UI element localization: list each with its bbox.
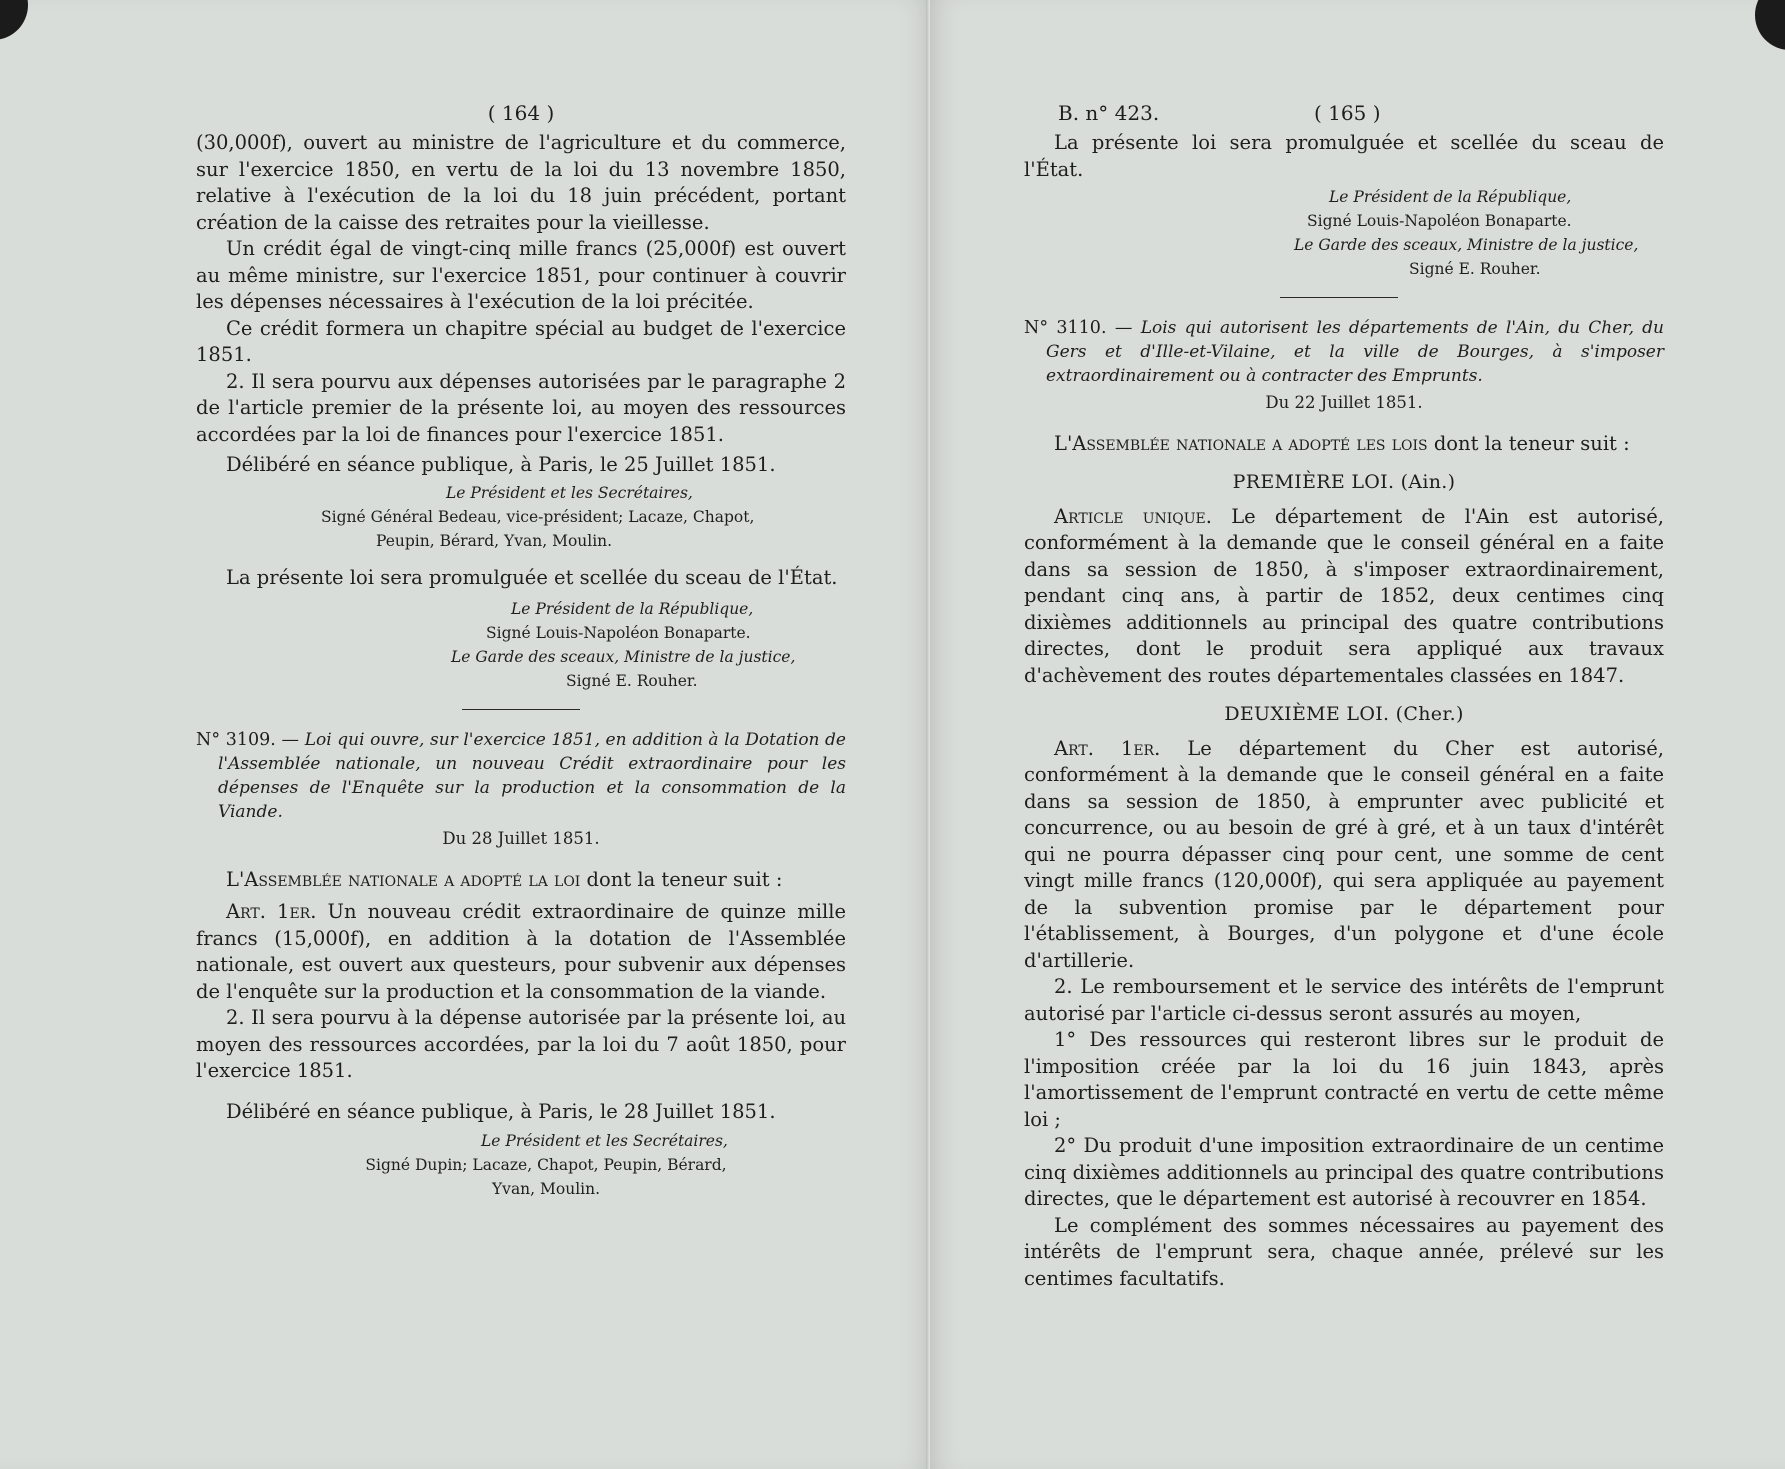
law-date: Du 22 Juillet 1851. [1265,393,1423,412]
signature-title: Le Président de la République, [511,600,754,618]
signature-block [321,505,761,553]
section-heading: PREMIÈRE LOI. (Ain.) [1232,471,1456,493]
right-page-header [1024,100,1664,130]
assembly-caps: L'Assemblée nationale a adopté les lois [1054,431,1428,455]
law-number: N° 3110. — [1024,318,1133,338]
deliberation: Délibéré en séance publique, à Paris, le 25 Juillet 1851. [226,453,776,476]
law-title: Loi qui ouvre, sur l'exercice 1851, en addition à la Dotation de l'Assemblée nationale, un nouveau Crédit extraordinaire pour les dépenses de l'Enquête sur la production et la consommation de la Viande. [218,730,846,822]
law-intro [1024,316,1664,388]
signature-title: Le Garde des sceaux, Ministre de la justice, [451,648,796,666]
paragraph: Ce crédit formera un chapitre spécial au budget de l'exercice 1851. [196,316,846,366]
signature-block [1307,209,1664,233]
assembly-rest: dont la teneur suit : [1433,431,1630,455]
signature-name: Signé Louis-Napoléon Bonaparte. [1307,212,1572,230]
section-divider [1280,297,1398,298]
signature-block [451,645,846,669]
right-page [930,0,1785,1469]
article-text: Le département du Cher est autorisé, conformément à la demande que le conseil général en a faite dans sa session de 1850, à emprunter avec publicité et concurrence, ou au besoin de gré à gré, et à un taux d'intérêt qui ne pourra dépasser cinq pour cent, une somme de cent vingt mille francs (120,000f), qui sera appliquée au payement de la subvention promise par le département pour l'établissement, à Bourges, d'un polygone et d'une école d'artillerie. [1024,736,1665,972]
article [1024,736,1664,975]
section-heading: DEUXIÈME LOI. (Cher.) [1224,703,1464,725]
signature-block [1329,185,1664,209]
article: 2. Le remboursement et le service des intérêts de l'emprunt autorisé par l'article ci-dessus seront assurés au moyen, [1024,975,1664,1025]
signature-block [1294,233,1664,257]
law-intro [196,728,846,824]
signature-title: Le Président et les Secrétaires, [481,1132,728,1150]
list-item: 1° Des ressources qui resteront libres sur le produit de l'imposition créée par la loi du 16 juin 1843, après l'amortissement de l'emprunt contracté en vertu de cette même loi ; [1024,1028,1664,1131]
promulgation: La présente loi sera promulguée et scellée du sceau de l'État. [226,565,838,589]
assembly-statement [196,867,846,894]
signature-title: Le Président et les Secrétaires, [446,483,693,502]
assembly-rest: dont la teneur suit : [586,867,783,891]
list-item: 2° Du produit d'une imposition extraordinaire de un centime cinq dixièmes additionnels au principal des quatre contributions directes, que le département est autorisé à recouvrer en 1854. [1024,1134,1664,1210]
paragraph: Le complément des sommes nécessaires au payement des intérêts de l'emprunt sera, chaque année, prélevé sur les centimes facultatifs. [1024,1213,1664,1290]
promulgation: La présente loi sera promulguée et scellée du sceau de l'État. [1024,131,1664,181]
signature-name: Signé E. Rouher. [566,672,698,690]
right-text-column [1024,100,1664,1292]
signature-title: Le Président de la République, [1329,188,1572,206]
signature-names: Signé Général Bedeau, vice-président; Lacaze, Chapot, Peupin, Bérard, Yvan, Moulin. [321,507,755,550]
continuation-paragraph: (30,000f), ouvert au ministre de l'agriculture et du commerce, sur l'exercice 1850, en vertu de la loi du 13 novembre 1850, relative à l'exécution de la loi du 18 juin précédent, portant création de la caisse des retraites pour la vieillesse. [196,131,846,234]
paragraph: Un crédit égal de vingt-cinq mille francs (25,000f) est ouvert au même ministre, sur l'exercice 1851, pour continuer à couvrir les dépenses nécessaires à l'exécution de la loi précitée. [196,237,846,313]
law-title: Lois qui autorisent les départements de l'Ain, du Cher, du Gers et d'Ille-et-Vilaine, et la ville de Bourges, à s'imposer extraordinairement ou à contracter des Emprunts. [1046,318,1664,386]
signature-title: Le Garde des sceaux, Ministre de la justice, [1294,236,1639,254]
signature-block [356,1153,736,1201]
section-divider [462,709,580,710]
article [1024,504,1664,690]
article: 2. Il sera pourvu à la dépense autorisée par la présente loi, au moyen des ressources accordées, par la loi du 7 août 1850, pour l'exercice 1851. [196,1006,846,1082]
left-text-column [196,100,846,1201]
signature-block [1409,257,1664,281]
signature-name: Signé Louis-Napoléon Bonaparte. [486,624,751,642]
signature-block [486,621,846,645]
signature-block [566,669,846,693]
article-label: Article unique. [1054,504,1212,528]
assembly-caps: L'Assemblée nationale a adopté la loi [226,867,581,891]
bulletin-number: B. n° 423. [1058,101,1160,125]
assembly-statement [1024,431,1664,458]
signature-block [511,597,846,621]
law-number: N° 3109. — [196,730,300,750]
signature-block [446,481,846,505]
scan-corner-mark [1755,0,1785,50]
article-label: Art. 1er. [1054,736,1161,760]
article-text: Un nouveau crédit extraordinaire de quinze mille francs (15,000f), en addition à la dotation de l'Assemblée nationale, est ouvert aux questeurs, pour subvenir aux dépenses de l'enquête sur la production et la consommation de la viande. [196,900,846,1003]
page-number: ( 164 ) [487,101,555,125]
law-date: Du 28 Juillet 1851. [442,829,600,848]
deliberation: Délibéré en séance publique, à Paris, le 28 Juillet 1851. [226,1099,776,1123]
signature-block [481,1129,846,1153]
signature-name: Signé E. Rouher. [1409,260,1541,278]
left-page-header [196,100,846,130]
article-label: Art. 1er. [226,900,317,923]
scan-corner-mark [0,0,28,40]
signature-names: Signé Dupin; Lacaze, Chapot, Peupin, Bérard, Yvan, Moulin. [365,1156,727,1198]
article-text: Le département de l'Ain est autorisé, conformément à la demande que le conseil général en a faite dans sa session de 1850, à s'imposer extraordinairement, pendant cinq ans, à partir de 1852, deux centimes cinq dixièmes additionnels au principal des quatre contributions directes, dont le produit sera appliqué aux travaux d'achèvement des routes départementales classées en 1847. [1024,504,1664,687]
article [196,899,846,1005]
page-number: ( 165 ) [1314,101,1381,125]
paragraph: 2. Il sera pourvu aux dépenses autorisées par le paragraphe 2 de l'article premier de la présente loi, au moyen des ressources accordées par la loi de finances pour l'exercice 1851. [196,369,846,446]
